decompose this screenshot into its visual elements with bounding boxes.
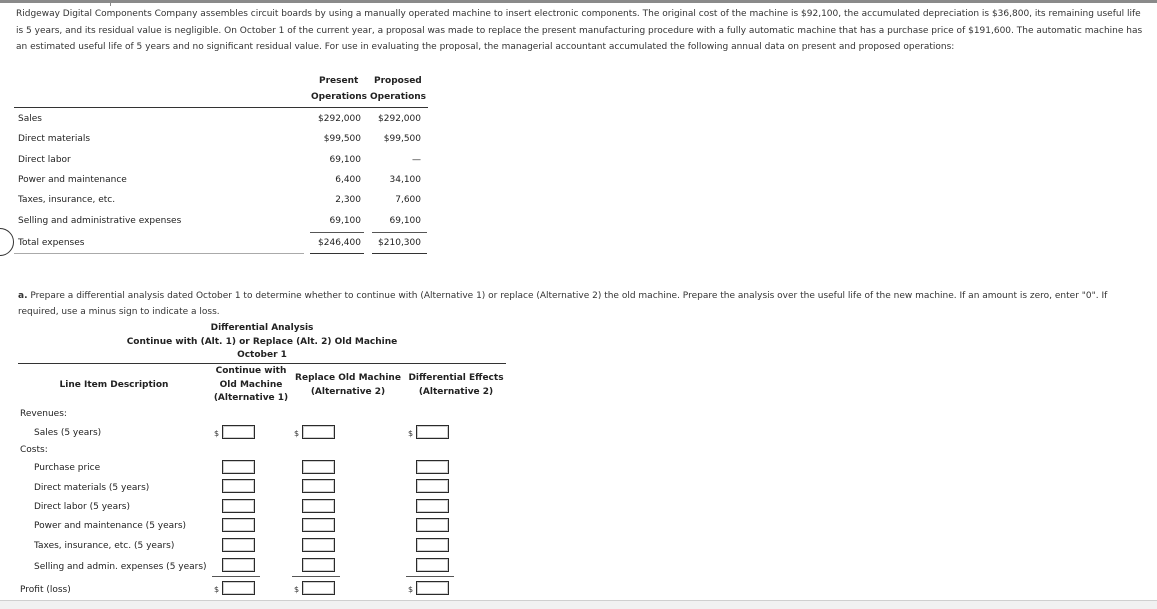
row-proposed-sales: $292,000 [378, 114, 421, 124]
selling-admin-diff-input[interactable] [416, 558, 449, 572]
revenues-label: Revenues: [20, 409, 67, 419]
cost-row-label: Direct materials (5 years) [34, 483, 150, 493]
row-proposed-taxes-insurance: 7,600 [395, 195, 421, 205]
sales-diff-input[interactable] [416, 425, 449, 439]
row-label-selling-admin: Selling and administrative expenses [18, 216, 182, 226]
direct-labor-diff-input[interactable] [416, 499, 449, 513]
dollar-sign: $ [408, 429, 414, 438]
row-label-power-maintenance: Power and maintenance [18, 175, 127, 185]
direct-materials-alt1-input[interactable] [222, 479, 255, 493]
alt1-subtotal-rule [212, 576, 260, 577]
sales-alt2-input[interactable] [302, 425, 335, 439]
header-alt2-line2: (Alternative 2) [310, 387, 386, 397]
analysis-date: October 1 [237, 350, 287, 360]
header-diff-line1: Differential Effects [408, 373, 504, 383]
row-proposed-power-maintenance: 34,100 [389, 175, 421, 185]
row-label-sales: Sales [18, 114, 42, 124]
cost-row-label: Purchase price [34, 463, 101, 473]
top-border [0, 0, 1157, 3]
row-proposed-direct-materials: $99,500 [383, 134, 421, 144]
present-header-line1: Present [319, 76, 359, 86]
direct-materials-alt2-input[interactable] [302, 479, 335, 493]
row-proposed-total-expenses: $210,300 [378, 238, 421, 248]
sales-label: Sales (5 years) [34, 428, 102, 438]
header-diff-line2: (Alternative 2) [418, 387, 494, 397]
row-proposed-selling-admin: 69,100 [389, 216, 421, 226]
purchase-price-alt1-input[interactable] [222, 460, 255, 474]
purchase-price-alt2-input[interactable] [302, 460, 335, 474]
present-double-rule [310, 253, 364, 254]
instruction-text [18, 288, 1148, 320]
selling-admin-alt2-input[interactable] [302, 558, 335, 572]
header-alt1-line3: (Alternative 1) [213, 393, 289, 403]
taxes-insurance-alt1-input[interactable] [222, 538, 255, 552]
dollar-sign: $ [408, 585, 414, 594]
row-proposed-direct-labor: — [412, 155, 421, 165]
taxes-insurance-diff-input[interactable] [416, 538, 449, 552]
power-maintenance-diff-input[interactable] [416, 518, 449, 532]
data-table-bottom-rule [14, 253, 304, 254]
dollar-sign: $ [294, 585, 300, 594]
power-maintenance-alt2-input[interactable] [302, 518, 335, 532]
row-present-taxes-insurance: 2,300 [335, 195, 361, 205]
row-present-direct-labor: 69,100 [329, 155, 361, 165]
profit-loss-label: Profit (loss) [20, 585, 71, 595]
instruction-lead: a. [18, 291, 28, 301]
taxes-insurance-alt2-input[interactable] [302, 538, 335, 552]
proposed-total-rule [372, 232, 427, 233]
proposed-header-line1: Proposed [374, 76, 422, 86]
purchase-price-diff-input[interactable] [416, 460, 449, 474]
row-label-direct-materials: Direct materials [18, 134, 91, 144]
direct-labor-alt2-input[interactable] [302, 499, 335, 513]
instruction-body: Prepare a differential analysis dated October 1 to determine whether to continue with (Alternative 1) or replace (Alternative 2) the old machine. Prepare the analysis over the useful life of the new machine. If an amount is zero, enter "0". If required, use a minus sign to indicate a loss. [18, 291, 1108, 317]
cost-row-label: Power and maintenance (5 years) [34, 521, 187, 531]
header-alt1-line1: Continue with [215, 366, 287, 376]
cost-row-label: Direct labor (5 years) [34, 502, 130, 512]
dollar-sign: $ [214, 585, 220, 594]
row-label-direct-labor: Direct labor [18, 155, 71, 165]
direct-materials-diff-input[interactable] [416, 479, 449, 493]
selling-admin-alt1-input[interactable] [222, 558, 255, 572]
power-maintenance-alt1-input[interactable] [222, 518, 255, 532]
header-alt2-line1: Replace Old Machine [295, 373, 401, 383]
row-label-total-expenses: Total expenses [18, 238, 85, 248]
dollar-sign: $ [214, 429, 220, 438]
header-alt1-line2: Old Machine [219, 380, 283, 390]
proposed-double-rule [372, 253, 427, 254]
analysis-title: Differential Analysis [210, 323, 314, 333]
row-present-power-maintenance: 6,400 [335, 175, 361, 185]
side-scroll-indicator [0, 228, 14, 256]
row-present-selling-admin: 69,100 [329, 216, 361, 226]
row-present-sales: $292,000 [318, 114, 361, 124]
cost-row-label: Taxes, insurance, etc. (5 years) [34, 541, 175, 551]
direct-labor-alt1-input[interactable] [222, 499, 255, 513]
alt2-subtotal-rule [292, 576, 340, 577]
present-header-line2: Operations [311, 92, 368, 102]
sales-alt1-input[interactable] [222, 425, 255, 439]
profit-alt1-input[interactable] [222, 581, 255, 595]
profit-diff-input[interactable] [416, 581, 449, 595]
analysis-header-top-rule [18, 363, 506, 364]
row-present-direct-materials: $99,500 [323, 134, 361, 144]
present-total-rule [310, 232, 364, 233]
data-table-top-rule [14, 107, 428, 108]
problem-statement: Ridgeway Digital Components Company assembles circuit boards by using a manually operated machine to insert electronic components. The original cost of the machine is $92,100, the accumulated depreciation is $36,800, its remaining useful life is 5 years, and its residual value is negligible. On October 1 of the current year, a proposal was made to replace the present manufacturing procedure with a fully automatic machine that has a purchase price of $191,600. The automatic machine has an estimated useful life of 5 years and no significant residual value. For use in evaluating the proposal, the managerial accountant accumulated the following annual data on present and proposed operations: [16, 9, 1143, 52]
profit-alt2-input[interactable] [302, 581, 335, 595]
header-line-item: Line Item Description [59, 380, 169, 390]
costs-label: Costs: [20, 445, 48, 455]
diff-subtotal-rule [406, 576, 454, 577]
dollar-sign: $ [294, 429, 300, 438]
cost-row-label: Selling and admin. expenses (5 years) [34, 562, 207, 572]
row-label-taxes-insurance: Taxes, insurance, etc. [18, 195, 116, 205]
proposed-header-line2: Operations [370, 92, 427, 102]
analysis-subtitle: Continue with (Alt. 1) or Replace (Alt. 2) Old Machine [126, 337, 398, 347]
row-present-total-expenses: $246,400 [318, 238, 361, 248]
